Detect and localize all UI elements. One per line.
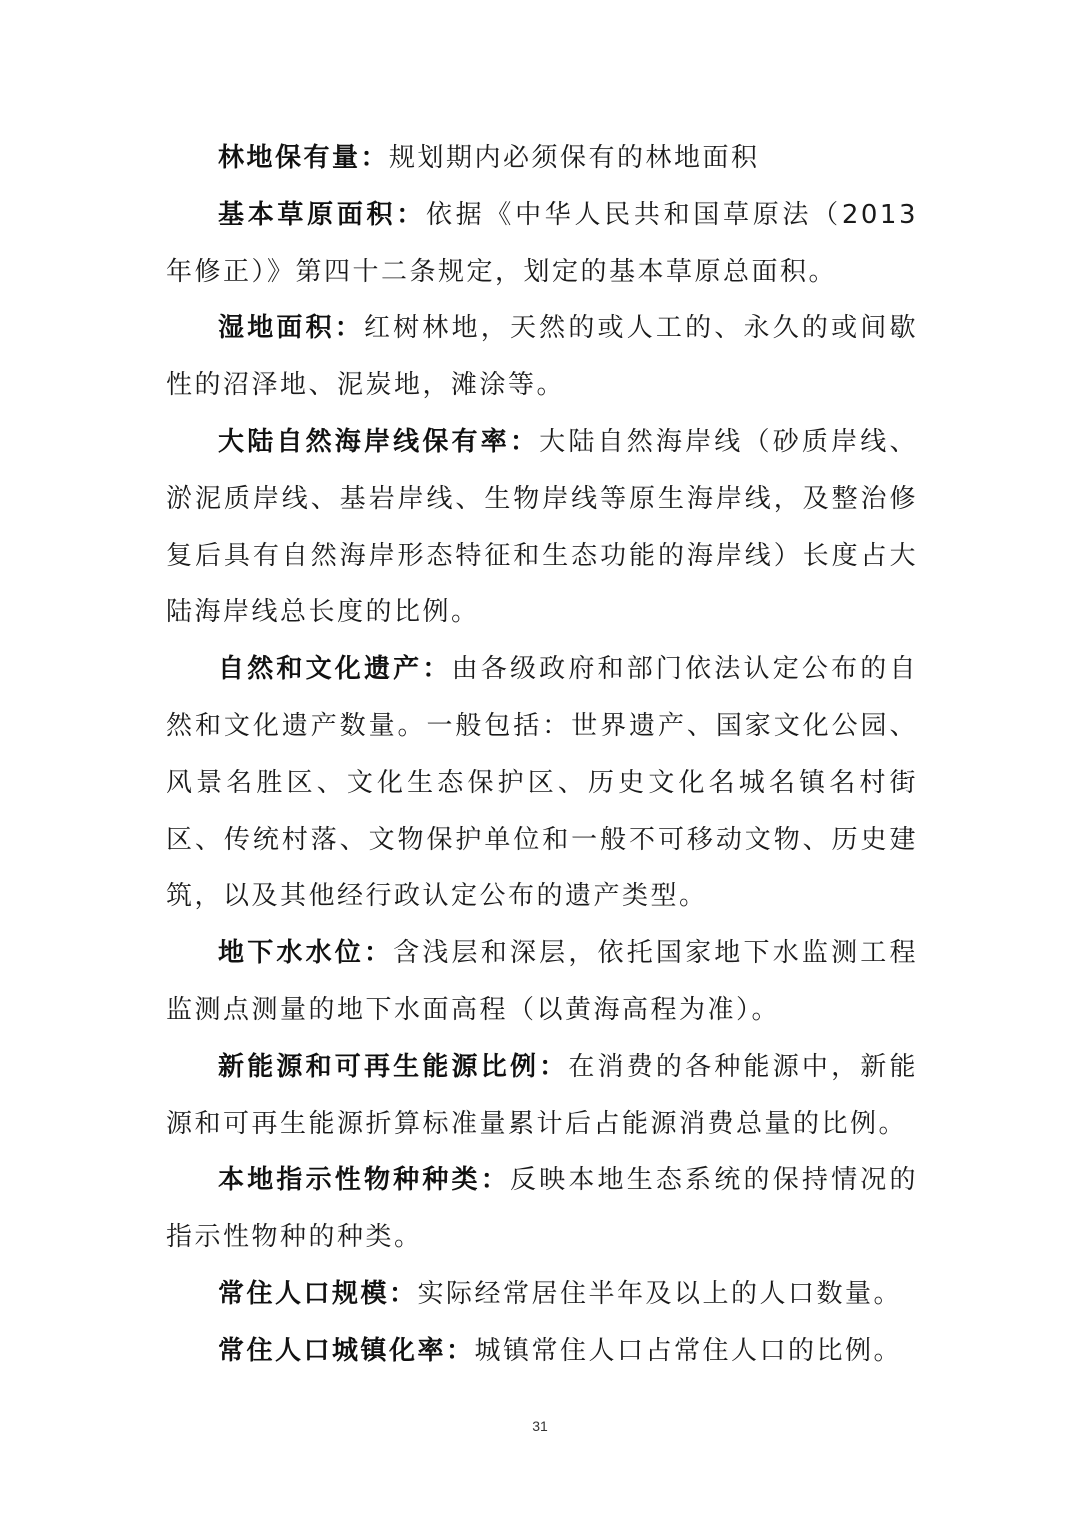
term-label: 基本草原面积： [218,199,426,230]
paragraph-urbanization-rate [166,1323,918,1380]
term-label: 新能源和可再生能源比例： [218,1051,569,1082]
term-definition: 反映本地生态系统的保持情况的指示性物种的种类。 [166,1165,918,1253]
paragraph-wetland-area [166,300,918,414]
term-label: 常住人口规模： [218,1278,418,1309]
document-body [166,130,918,1380]
term-label: 大陆自然海岸线保有率： [218,426,540,457]
term-definition: 含浅层和深层，依托国家地下水监测工程监测点测量的地下水面高程（以黄海高程为准）。 [166,938,918,1025]
term-definition: 红树林地，天然的或人工的、永久的或间歇性的沼泽地、泥炭地，滩涂等。 [166,313,918,401]
term-label: 地下水水位： [218,938,394,969]
term-label: 林地保有量： [218,143,390,173]
paragraph-resident-population [166,1266,918,1323]
term-definition: 实际经常居住半年及以上的人口数量。 [417,1278,903,1309]
paragraph-renewable-energy [166,1039,918,1153]
paragraph-groundwater-level [166,925,918,1039]
paragraph-natural-coastline [166,414,918,641]
page-number: 31 [532,1418,548,1434]
paragraph-heritage [166,641,918,925]
term-label: 常住人口城镇化率： [218,1335,475,1366]
term-definition: 由各级政府和部门依法认定公布的自然和文化遗产数量。一般包括：世界遗产、国家文化公园、风景名胜区、文化生态保护区、历史文化名城名镇名村街区、传统村落、文物保护单位和一般不可移动文物、历史建筑，以及其他经行政认定公布的遗产类型。 [166,654,918,912]
paragraph-indicator-species [166,1152,918,1266]
term-definition: 规划期内必须保有的林地面积 [389,143,760,173]
term-definition: 在消费的各种能源中，新能源和可再生能源折算标准量累计后占能源消费总量的比例。 [166,1051,918,1139]
term-definition: 城镇常住人口占常住人口的比例。 [474,1335,903,1366]
term-definition: 大陆自然海岸线（砂质岸线、淤泥质岸线、基岩岸线、生物岸线等原生海岸线，及整治修复后具有自然海岸形态特征和生态功能的海岸线）长度占大陆海岸线总长度的比例。 [166,426,918,628]
term-definition: 依据《中华人民共和国草原法（2013年修正）》第四十二条规定，划定的基本草原总面积。 [166,199,918,287]
paragraph-forest-land [166,130,918,187]
paragraph-grassland-area [166,187,918,301]
term-label: 本地指示性物种种类： [218,1165,510,1196]
term-label: 湿地面积： [218,313,364,344]
term-label: 自然和文化遗产： [218,654,452,685]
